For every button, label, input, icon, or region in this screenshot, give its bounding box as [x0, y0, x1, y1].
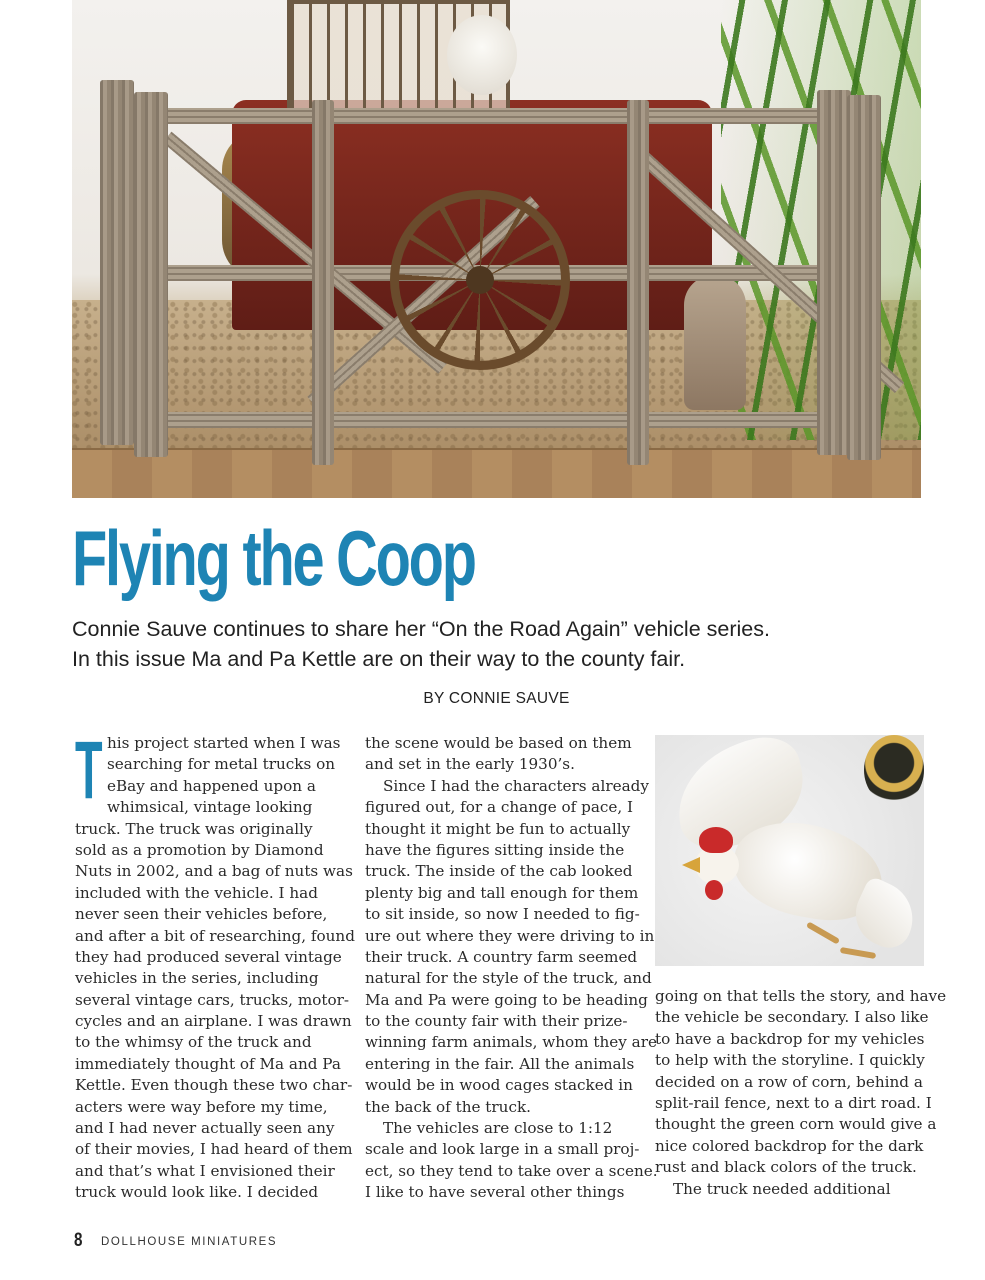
rooster-wattle	[705, 880, 723, 900]
text-line: to have a backdrop for my vehicles	[655, 1029, 925, 1048]
fence-post-3	[312, 100, 334, 465]
fence-post-1	[100, 80, 134, 445]
text-line: truck. The inside of the cab looked	[365, 862, 633, 881]
text-line: to help with the storyline. I quickly	[655, 1051, 925, 1070]
dek-line: In this issue Ma and Pa Kettle are on their way to the county fair.	[72, 647, 686, 671]
rooster-foot	[806, 921, 840, 944]
text-line: and I had never actually seen any	[75, 1119, 335, 1138]
text-line: they had produced several vintage	[75, 947, 342, 966]
text-line: plenty big and tall enough for them	[365, 883, 639, 902]
text-line: and that’s what I envisioned their	[75, 1161, 335, 1180]
text-line: Since I had the characters already	[383, 776, 649, 795]
text-line: and after a bit of researching, found	[75, 926, 355, 945]
text-line: searching for metal trucks on	[107, 755, 336, 774]
text-line: his project started when I was	[107, 734, 341, 752]
text-line: immediately thought of Ma and Pa	[75, 1054, 341, 1073]
text-line: scale and look large in a small proj-	[365, 1140, 640, 1159]
fence-rail-top	[152, 108, 861, 124]
text-line: The vehicles are close to 1:12	[383, 1119, 613, 1138]
wagon-wheel-hub	[466, 266, 494, 294]
article-title: Flying the Coop	[72, 514, 475, 602]
text-line: ect, so they tend to take over a scene.	[365, 1161, 658, 1180]
rooster-foot	[840, 947, 876, 959]
text-line: truck. The truck was originally	[75, 819, 313, 838]
fence-post-5	[817, 90, 851, 455]
text-line: split-rail fence, next to a dirt road. I	[655, 1093, 932, 1112]
fence-post-6	[847, 95, 881, 460]
bee-figure	[864, 735, 924, 805]
hero-photo	[72, 0, 921, 498]
text-line: Kettle. Even though these two char-	[75, 1076, 353, 1095]
text-line: The truck needed additional	[673, 1179, 891, 1198]
text-line: to the whimsy of the truck and	[75, 1033, 312, 1052]
text-line: going on that tells the story, and have	[655, 987, 947, 1005]
text-line: decided on a row of corn, behind a	[655, 1072, 923, 1091]
text-line: nice colored backdrop for the dark	[655, 1136, 924, 1155]
text-line: and set in the early 1930’s.	[365, 755, 575, 774]
text-line: never seen their vehicles before,	[75, 905, 328, 924]
text-line: Ma and Pa were going to be heading	[365, 990, 648, 1009]
text-line: of their movies, I had heard of them	[75, 1140, 353, 1159]
text-line: would be in wood cages stacked in	[365, 1076, 633, 1095]
text-line: Nuts in 2002, and a bag of nuts was	[75, 862, 353, 881]
fence-post-2	[134, 92, 168, 457]
text-line: natural for the style of the truck, and	[365, 969, 652, 988]
magazine-name: DOLLHOUSE MINIATURES	[101, 1236, 278, 1248]
text-line: winning farm animals, whom they are	[365, 1033, 657, 1052]
text-line: several vintage cars, trucks, motor-	[75, 990, 350, 1009]
text-line: their truck. A country farm seemed	[365, 947, 638, 966]
hen-figure	[447, 15, 517, 95]
text-line: cycles and an airplane. I was drawn	[75, 1012, 352, 1031]
text-line: eBay and happened upon a	[107, 776, 316, 795]
body-column-3	[655, 986, 947, 1200]
text-line: truck would look like. I decided	[75, 1183, 319, 1202]
dek-line: Connie Sauve continues to share her “On the Road Again” vehicle series.	[72, 617, 770, 641]
body-column-2	[365, 733, 658, 1204]
text-line: thought it might be fun to actually	[365, 819, 631, 838]
text-line: ure out where they were driving to in	[365, 926, 655, 945]
byline: BY CONNIE SAUVE	[423, 690, 570, 707]
rooster-comb	[699, 827, 733, 853]
text-line: to the county fair with their prize-	[365, 1012, 628, 1031]
drop-cap: T	[75, 725, 103, 816]
text-line: figured out, for a change of pace, I	[365, 798, 634, 817]
text-line: sold as a promotion by Diamond	[75, 840, 324, 859]
text-line: the scene would be based on them	[365, 734, 632, 752]
rooster-photo	[655, 735, 924, 966]
rooster-beak	[682, 857, 700, 873]
text-line: the vehicle be secondary. I also like	[655, 1008, 929, 1027]
text-line: rust and black colors of the truck.	[655, 1158, 917, 1177]
text-line: the back of the truck.	[365, 1097, 531, 1116]
text-line: I like to have several other things	[365, 1183, 625, 1202]
text-line: whimsical, vintage looking	[107, 798, 313, 817]
base-board	[72, 448, 921, 498]
body-column-1	[75, 725, 355, 1204]
fence-post-4	[627, 100, 649, 465]
text-line: have the figures sitting inside the	[365, 840, 625, 859]
page-number: 8	[74, 1230, 83, 1251]
text-line: vehicles in the series, including	[75, 969, 319, 988]
text-line: entering in the fair. All the animals	[365, 1054, 635, 1073]
dog-figure	[684, 275, 746, 410]
text-line: to sit inside, so now I needed to fig-	[365, 905, 640, 924]
fence-rail-bottom	[152, 412, 861, 428]
article-dek	[72, 614, 932, 674]
text-line: thought the green corn would give a	[655, 1115, 937, 1134]
text-line: included with the vehicle. I had	[75, 883, 318, 902]
text-line: acters were way before my time,	[75, 1097, 328, 1116]
